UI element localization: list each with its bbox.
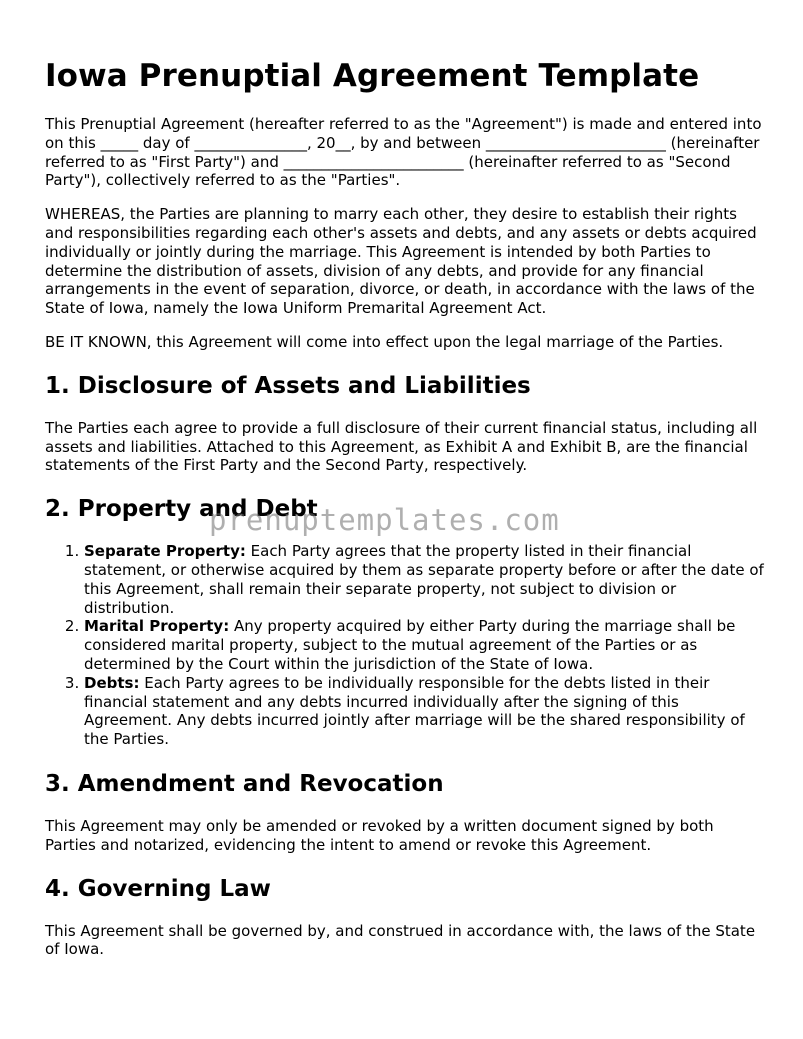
list-item bbox=[84, 542, 765, 617]
section-heading-governing-law: 4. Governing Law bbox=[45, 875, 271, 902]
section-text-amendment: This Agreement may only be amended or revoked by a written document signed by both Parties and notarized, evidencing the intent to amend or revoke this Agreement. bbox=[45, 816, 714, 854]
list-item-term: Marital Property: bbox=[84, 617, 230, 636]
property-list bbox=[45, 542, 765, 749]
section-heading-property: 2. Property and Debt bbox=[45, 496, 318, 523]
section-heading-disclosure: 1. Disclosure of Assets and Liabilities bbox=[45, 372, 531, 399]
watermark: prenuptemplates.com bbox=[209, 503, 560, 537]
list-item-term: Debts: bbox=[84, 673, 140, 692]
section-text-governing-law: This Agreement shall be governed by, and construed in accordance with, the laws of the State of Iowa. bbox=[45, 921, 756, 959]
document-page bbox=[45, 56, 765, 974]
list-item-text: Each Party agrees to be individually responsible for the debts listed in their financial statement and any debts incurred individually after the signing of this Agreement. Any debts incurred jointly after marriage will be the shared responsibility of the Parties. bbox=[84, 673, 745, 749]
list-item bbox=[84, 617, 765, 673]
list-item-text: Each Party agrees that the property listed in their financial statement, or otherwise acquired by them as separate property before or after the date of this Agreement, shall remain their separate property, not subject to division or distribution. bbox=[84, 542, 764, 617]
intro-paragraph: This Prenuptial Agreement (hereafter referred to as the "Agreement") is made and entered into on this _____ day of _______________, 20__, by and between ________________________ (hereinafter referred to as "First Party") and ________________________ (hereinafter referred to as "Second Party"), collectively referred to as the "Parties". bbox=[45, 115, 762, 190]
whereas-paragraph: WHEREAS, the Parties are planning to marry each other, they desire to establish their rights and responsibilities regarding each other's assets and debts, and any assets or debts acquired individually or jointly during the marriage. This Agreement is intended by both Parties to determine the distribution of assets, division of any debts, and provide for any financial arrangements in the event of separation, divorce, or death, in accordance with the laws of the State of Iowa, namely the Iowa Uniform Premarital Agreement Act. bbox=[45, 205, 757, 318]
section-heading-amendment: 3. Amendment and Revocation bbox=[45, 770, 444, 797]
list-item bbox=[84, 674, 765, 749]
document-title: Iowa Prenuptial Agreement Template bbox=[45, 58, 700, 94]
be-it-known-paragraph: BE IT KNOWN, this Agreement will come into effect upon the legal marriage of the Parties. bbox=[45, 332, 724, 351]
section-text-disclosure: The Parties each agree to provide a full disclosure of their current financial status, including all assets and liabilities. Attached to this Agreement, as Exhibit A and Exhibit B, are the financial statements of the First Party and the Second Party, respectively. bbox=[45, 418, 758, 475]
list-item-text: Any property acquired by either Party during the marriage shall be considered marital property, subject to the mutual agreement of the Parties or as determined by the Court within the jurisdiction of the State of Iowa. bbox=[84, 617, 736, 673]
list-item-term: Separate Property: bbox=[84, 542, 246, 561]
